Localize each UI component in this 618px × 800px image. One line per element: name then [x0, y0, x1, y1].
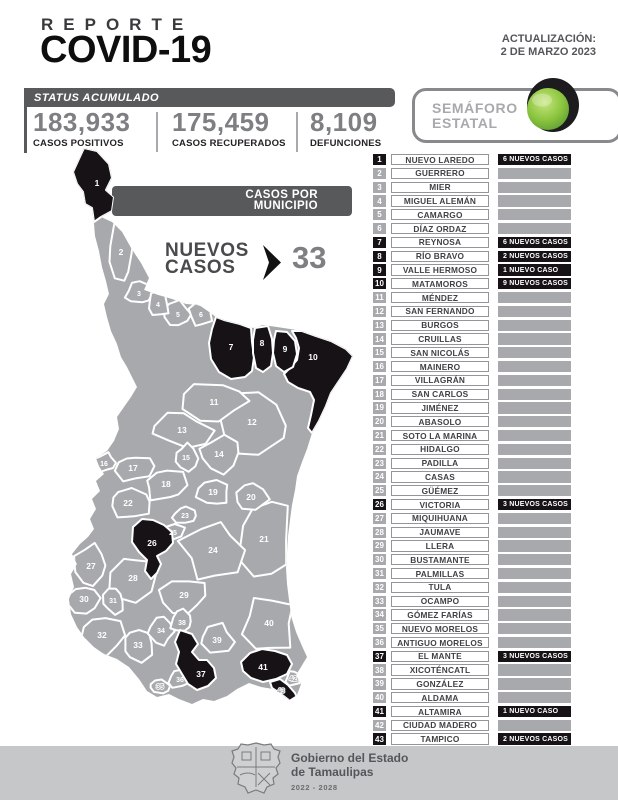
map-region-label-24: 24 [208, 545, 218, 555]
map-region-label-13: 13 [177, 425, 187, 435]
municipality-name: SOTO LA MARINA [391, 430, 489, 441]
map-region-label-22: 22 [123, 498, 133, 508]
new-cases-line2: CASOS [165, 256, 236, 278]
table-row [373, 609, 578, 620]
map-region-label-32: 32 [97, 630, 107, 640]
new-cases-badge [498, 540, 571, 551]
table-row [373, 582, 578, 593]
map-region-label-14: 14 [214, 449, 224, 459]
row-number: 40 [373, 692, 386, 703]
new-cases-badge [498, 347, 571, 358]
table-row [373, 264, 578, 275]
table-row [373, 416, 578, 427]
map-region-label-30: 30 [79, 594, 89, 604]
map-region-label-35: 35 [156, 684, 164, 691]
table-row [373, 733, 578, 744]
badge-line1: CASOS POR [245, 189, 318, 201]
row-number: 16 [373, 361, 386, 372]
table-row [373, 347, 578, 358]
stat-positive-value: 183,933 [33, 107, 131, 137]
table-row [373, 306, 578, 317]
map-region-label-33: 33 [133, 640, 143, 650]
map-region-label-23: 23 [181, 513, 189, 520]
row-number: 36 [373, 637, 386, 648]
table-row [373, 361, 578, 372]
new-cases-callout [165, 240, 249, 278]
row-number: 21 [373, 430, 386, 441]
map-region-label-5: 5 [176, 312, 180, 319]
new-cases-badge [498, 430, 571, 441]
stat-recovered-value: 175,459 [172, 107, 270, 137]
new-cases-badge [498, 209, 571, 220]
municipality-name: ALDAMA [391, 692, 489, 703]
map-region-1 [73, 148, 114, 222]
municipality-name: SAN NICOLÁS [391, 347, 489, 358]
municipality-name: CRUILLAS [391, 333, 489, 344]
table-row [373, 195, 578, 206]
map-region-label-8: 8 [259, 338, 265, 348]
table-row [373, 375, 578, 386]
traffic-light-green-icon [516, 74, 592, 142]
table-row [373, 251, 578, 262]
new-cases-badge [498, 361, 571, 372]
new-cases-badge [498, 182, 571, 193]
new-cases-badge [498, 402, 571, 413]
row-number: 25 [373, 485, 386, 496]
stat-deaths-value: 8,109 [310, 107, 378, 137]
map-region-label-20: 20 [246, 492, 256, 502]
map-region-label-15: 15 [182, 455, 190, 462]
new-cases-badge: 1 NUEVO CASO [498, 706, 571, 717]
map-region-label-31: 31 [109, 598, 117, 605]
row-number: 27 [373, 513, 386, 524]
new-cases-badge [498, 692, 571, 703]
table-row [373, 402, 578, 413]
stat-deaths-label: DEFUNCIONES [310, 138, 382, 149]
municipality-name: JIMÉNEZ [391, 402, 489, 413]
new-cases-badge: 3 NUEVOS CASOS [498, 651, 571, 662]
table-row [373, 154, 578, 165]
municipality-name: EL MANTE [391, 651, 489, 662]
row-number: 1 [373, 154, 386, 165]
table-row [373, 458, 578, 469]
municipality-name: CAMARGO [391, 209, 489, 220]
new-cases-badge [498, 568, 571, 579]
new-cases-badge [498, 333, 571, 344]
map-region-label-11: 11 [209, 397, 219, 407]
new-cases-badge [498, 678, 571, 689]
municipality-name: MIER [391, 182, 489, 193]
municipality-name: OCAMPO [391, 596, 489, 607]
update-value: 2 DE MARZO 2023 [500, 46, 596, 58]
table-row [373, 692, 578, 703]
municipality-name: ALTAMIRA [391, 706, 489, 717]
table-row [373, 209, 578, 220]
new-cases-badge [498, 554, 571, 565]
table-row [373, 389, 578, 400]
new-cases-badge: 6 NUEVOS CASOS [498, 154, 571, 165]
map-region-label-36: 36 [176, 677, 184, 684]
municipality-name: TAMPICO [391, 733, 489, 744]
municipality-name: CIUDAD MADERO [391, 720, 489, 731]
status-acumulado-bar [24, 88, 395, 107]
municipality-name: NUEVO MORELOS [391, 623, 489, 634]
map-region-label-28: 28 [128, 573, 138, 583]
new-cases-badge [498, 306, 571, 317]
map-region-label-38: 38 [178, 620, 186, 627]
municipality-name: PALMILLAS [391, 568, 489, 579]
municipality-name: VALLE HERMOSO [391, 264, 489, 275]
map-region-label-40: 40 [264, 618, 274, 628]
map-region-label-1: 1 [94, 178, 100, 188]
municipality-name: BUSTAMANTE [391, 554, 489, 565]
map-region-label-34: 34 [157, 628, 165, 635]
map-region-label-9: 9 [282, 344, 288, 354]
new-cases-badge [498, 582, 571, 593]
semaforo-label-line1: SEMÁFORO [432, 99, 518, 116]
map-region-label-17: 17 [128, 463, 138, 473]
stat-positive-label: CASOS POSITIVOS [33, 138, 124, 149]
new-cases-badge [498, 623, 571, 634]
table-row [373, 596, 578, 607]
table-row [373, 637, 578, 648]
table-row [373, 168, 578, 179]
municipality-name: XICOTÉNCATL [391, 664, 489, 675]
table-row [373, 182, 578, 193]
stats-left-rule [24, 88, 27, 153]
table-row [373, 485, 578, 496]
map-region-label-37: 37 [196, 669, 206, 679]
new-cases-badge [498, 195, 571, 206]
new-cases-badge [498, 527, 571, 538]
municipality-name: REYNOSA [391, 237, 489, 248]
municipality-name: RÍO BRAVO [391, 251, 489, 262]
row-number: 33 [373, 596, 386, 607]
new-cases-badge [498, 292, 571, 303]
row-number: 41 [373, 706, 386, 717]
municipality-name: MATAMOROS [391, 278, 489, 289]
map-region-label-6: 6 [199, 312, 203, 319]
table-row [373, 223, 578, 234]
row-number: 31 [373, 568, 386, 579]
table-row [373, 278, 578, 289]
municipality-name: MÉNDEZ [391, 292, 489, 303]
row-number: 12 [373, 306, 386, 317]
row-number: 10 [373, 278, 386, 289]
row-number: 22 [373, 444, 386, 455]
table-row [373, 540, 578, 551]
map-region-label-43: 43 [277, 688, 285, 695]
table-row [373, 444, 578, 455]
map-region-label-3: 3 [137, 291, 141, 298]
tamaulipas-map [60, 143, 360, 713]
map-region-label-25: 25 [169, 530, 177, 537]
table-row [373, 568, 578, 579]
table-row [373, 513, 578, 524]
row-number: 19 [373, 402, 386, 413]
table-row [373, 651, 578, 662]
municipality-table [373, 154, 578, 745]
new-cases-badge [498, 471, 571, 482]
new-cases-badge: 9 NUEVOS CASOS [498, 278, 571, 289]
municipality-name: VICTORIA [391, 499, 489, 510]
state-coat-of-arms-icon [228, 741, 284, 797]
new-cases-badge [498, 458, 571, 469]
municipality-name: MIGUEL ALEMÁN [391, 195, 489, 206]
municipality-name: HIDALGO [391, 444, 489, 455]
new-cases-badge [498, 389, 571, 400]
municipality-name: ANTIGUO MORELOS [391, 637, 489, 648]
footer-org-line2: de Tamaulipas [291, 765, 374, 779]
new-cases-badge [498, 375, 571, 386]
new-cases-badge: 6 NUEVOS CASOS [498, 237, 571, 248]
municipality-name: SAN CARLOS [391, 389, 489, 400]
table-row [373, 706, 578, 717]
badge-line2: MUNICIPIO [253, 200, 318, 212]
municipality-name: DÍAZ ORDAZ [391, 223, 489, 234]
municipality-name: VILLAGRÁN [391, 375, 489, 386]
row-number: 2 [373, 168, 386, 179]
municipality-name: NUEVO LAREDO [391, 154, 489, 165]
municipality-name: TULA [391, 582, 489, 593]
footer-org-line1: Gobierno del Estado [291, 751, 409, 765]
map-region-label-21: 21 [259, 534, 269, 544]
new-cases-badge [498, 485, 571, 496]
row-number: 5 [373, 209, 386, 220]
row-number: 18 [373, 389, 386, 400]
new-cases-badge [498, 513, 571, 524]
municipality-name: MAINERO [391, 361, 489, 372]
row-number: 15 [373, 347, 386, 358]
row-number: 29 [373, 540, 386, 551]
chevron-right-icon [263, 245, 285, 283]
row-number: 37 [373, 651, 386, 662]
update-date [501, 33, 596, 59]
row-number: 3 [373, 182, 386, 193]
map-region-label-42: 42 [289, 676, 297, 683]
map-region-8 [253, 326, 273, 372]
row-number: 28 [373, 527, 386, 538]
new-cases-line1: NUEVOS [165, 240, 249, 261]
map-region-label-41: 41 [258, 662, 268, 672]
table-row [373, 664, 578, 675]
footer-org [291, 751, 408, 792]
row-number: 30 [373, 554, 386, 565]
municipality-name: GONZÁLEZ [391, 678, 489, 689]
map-region-label-19: 19 [208, 487, 218, 497]
row-number: 11 [373, 292, 386, 303]
table-row [373, 471, 578, 482]
map-region-label-29: 29 [179, 590, 189, 600]
new-cases-badge: 3 NUEVOS CASOS [498, 499, 571, 510]
municipality-name: SAN FERNANDO [391, 306, 489, 317]
row-number: 34 [373, 609, 386, 620]
page-title: COVID-19 [40, 29, 212, 71]
update-label: ACTUALIZACIÓN: [501, 33, 596, 45]
table-row [373, 499, 578, 510]
table-row [373, 237, 578, 248]
new-cases-badge: 1 NUEVO CASO [498, 264, 571, 275]
new-cases-badge [498, 223, 571, 234]
table-row [373, 292, 578, 303]
new-cases-badge [498, 664, 571, 675]
row-number: 8 [373, 251, 386, 262]
map-region-label-4: 4 [156, 302, 160, 309]
new-cases-badge [498, 444, 571, 455]
semaforo-label-line2: ESTATAL [432, 114, 498, 131]
municipality-name: CASAS [391, 471, 489, 482]
table-row [373, 678, 578, 689]
new-cases-badge [498, 720, 571, 731]
row-number: 4 [373, 195, 386, 206]
row-number: 23 [373, 458, 386, 469]
map-region-label-7: 7 [228, 342, 234, 352]
row-number: 43 [373, 733, 386, 744]
map-region-label-2: 2 [118, 247, 124, 257]
stat-recovered-label: CASOS RECUPERADOS [172, 138, 286, 149]
map-region-label-39: 39 [212, 635, 222, 645]
municipality-name: MIQUIHUANA [391, 513, 489, 524]
new-cases-badge [498, 609, 571, 620]
new-cases-value: 33 [292, 240, 327, 275]
table-row [373, 720, 578, 731]
map-region-label-27: 27 [86, 561, 96, 571]
row-number: 6 [373, 223, 386, 234]
row-number: 35 [373, 623, 386, 634]
row-number: 20 [373, 416, 386, 427]
new-cases-badge [498, 637, 571, 648]
report-kicker: REPORTE [41, 15, 194, 34]
municipality-name: GÓMEZ FARÍAS [391, 609, 489, 620]
row-number: 39 [373, 678, 386, 689]
row-number: 32 [373, 582, 386, 593]
municipality-name: JAUMAVE [391, 527, 489, 538]
municipality-name: LLERA [391, 540, 489, 551]
table-row [373, 527, 578, 538]
row-number: 7 [373, 237, 386, 248]
map-region-label-18: 18 [161, 479, 171, 489]
new-cases-badge [498, 596, 571, 607]
municipality-name: BURGOS [391, 320, 489, 331]
table-row [373, 623, 578, 634]
municipality-name: GÜÉMEZ [391, 485, 489, 496]
row-number: 24 [373, 471, 386, 482]
row-number: 13 [373, 320, 386, 331]
new-cases-badge: 2 NUEVOS CASOS [498, 733, 571, 744]
row-number: 9 [373, 264, 386, 275]
table-row [373, 320, 578, 331]
row-number: 26 [373, 499, 386, 510]
table-row [373, 430, 578, 441]
new-cases-badge [498, 416, 571, 427]
row-number: 42 [373, 720, 386, 731]
new-cases-badge [498, 320, 571, 331]
status-acumulado-title: STATUS ACUMULADO [34, 91, 160, 104]
municipality-name: ABASOLO [391, 416, 489, 427]
row-number: 14 [373, 333, 386, 344]
new-cases-badge: 2 NUEVOS CASOS [498, 251, 571, 262]
table-row [373, 554, 578, 565]
row-number: 17 [373, 375, 386, 386]
map-region-label-16: 16 [100, 461, 108, 468]
row-number: 38 [373, 664, 386, 675]
map-region-label-26: 26 [147, 538, 157, 548]
municipality-name: GUERRERO [391, 168, 489, 179]
table-row [373, 333, 578, 344]
footer-period: 2022 - 2028 [291, 783, 338, 792]
new-cases-badge [498, 168, 571, 179]
municipality-name: PADILLA [391, 458, 489, 469]
map-region-label-12: 12 [247, 417, 257, 427]
map-region-label-10: 10 [308, 352, 318, 362]
